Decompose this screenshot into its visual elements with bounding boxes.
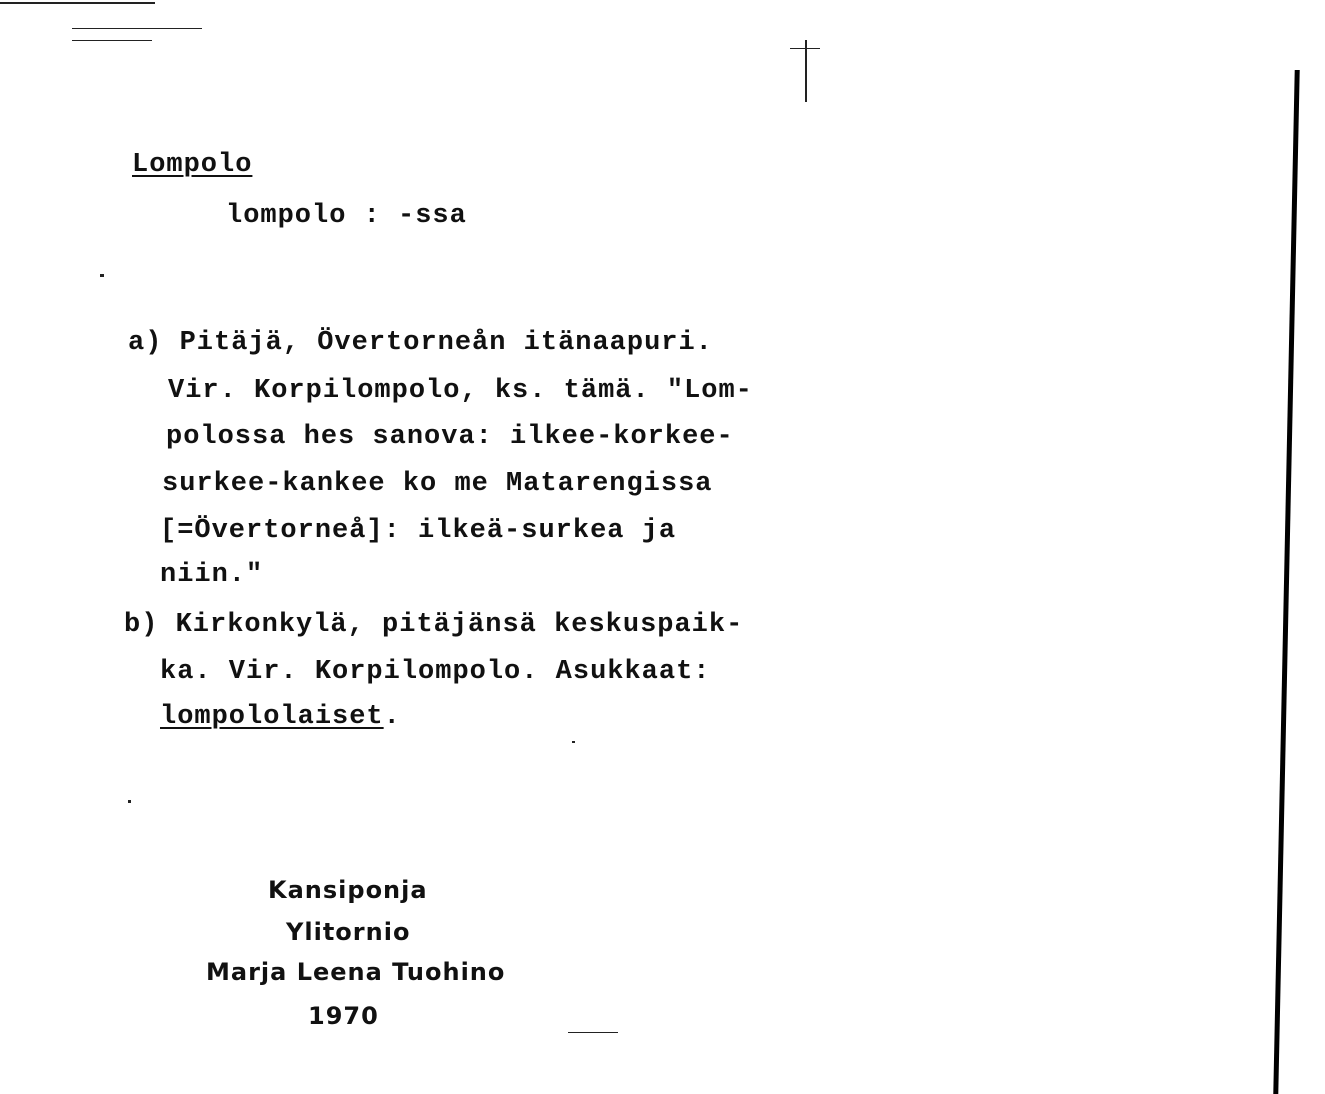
section-b-line-1: b) Kirkonkylä, pitäjänsä keskuspaik- [124,610,744,640]
section-b-line-3 [160,704,401,731]
derived-term: lompololaiset [160,702,384,732]
section-a-line-5: [=Övertorneå]: ilkeä-surkea ja [160,516,677,546]
section-a-line-4: surkee-kankee ko me Matarengissa [162,469,713,499]
scan-dot [100,274,104,277]
section-a-line-1: a) Pitäjä, Övertorneån itänaapuri. [128,328,713,358]
stamp-line-collector: Marja Leena Tuohino [206,958,506,986]
derived-term-suffix: . [383,702,401,732]
section-a-line-6: niin." [160,560,264,590]
section-a-line-2: Vir. Korpilompolo, ks. tämä. "Lom- [168,376,753,406]
scan-dot [128,800,131,803]
scan-artifact-top [0,2,155,4]
scan-artifact-tick-v [805,40,807,102]
scan-dot [568,1032,618,1033]
inflection-line: lompolo : -ssa [226,201,467,231]
headword: Lompolo [132,150,253,180]
stamp-line-year: 1970 [308,1002,379,1030]
stamp-line-collection: Kansiponja [268,876,428,904]
section-b-line-2: ka. Vir. Korpilompolo. Asukkaat: [160,657,711,687]
scan-page-edge [1273,70,1299,1094]
section-a-line-3: polossa hes sanova: ilkee-korkee- [166,422,734,452]
scan-artifact-top-2 [72,28,202,29]
scan-dot [572,741,575,743]
scan-artifact-top-3 [72,40,152,41]
stamp-line-parish: Ylitornio [286,918,411,946]
